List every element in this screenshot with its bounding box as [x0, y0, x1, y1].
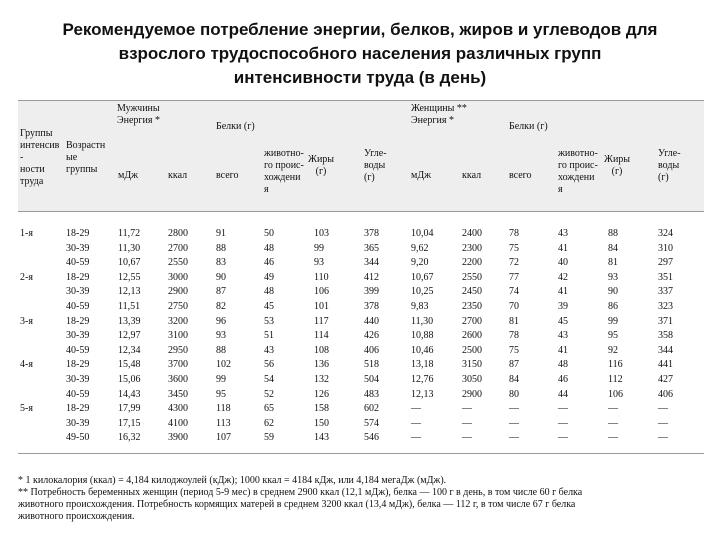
table-cell: 378 — [364, 301, 379, 312]
table-cell: 72 — [509, 257, 519, 269]
table-cell: 50 — [264, 228, 274, 239]
table-cell: 2750 — [168, 301, 188, 312]
table-cell: 53 — [264, 315, 274, 327]
table-cell: 323 — [658, 301, 673, 312]
table-cell: 10,25 — [411, 286, 434, 298]
table-cell: 74 — [509, 286, 519, 298]
table-cell: 88 — [216, 242, 226, 254]
table-cell: 4300 — [168, 403, 188, 415]
table-cell: 99 — [314, 242, 324, 254]
table-cell: 81 — [608, 257, 618, 269]
table-cell: — — [608, 417, 618, 429]
table-cell: — — [462, 417, 472, 429]
table-cell: 41 — [558, 242, 568, 254]
table-cell: 95 — [608, 330, 618, 342]
table-cell: 3100 — [168, 330, 188, 342]
table-cell: 78 — [509, 228, 519, 239]
table-cell: 17,99 — [118, 403, 141, 415]
header-women-energy: Энергия * — [411, 115, 454, 126]
header-animal-men-4: я — [264, 184, 269, 195]
table-bottom-rule — [18, 453, 704, 454]
table-cell: 101 — [314, 301, 329, 312]
table-cell: — — [509, 403, 519, 415]
table-cell: 114 — [314, 330, 329, 342]
header-kcal-women: ккал — [462, 170, 482, 181]
table-cell: 132 — [314, 374, 329, 385]
table-cell: 40-59 — [66, 344, 90, 356]
table-cell: 48 — [264, 242, 274, 254]
table-cell: — — [411, 403, 421, 415]
table-cell: 77 — [509, 271, 519, 283]
table-cell: 406 — [364, 344, 379, 356]
table-cell: 126 — [314, 388, 329, 400]
group-label-cell: 3-я — [20, 315, 33, 327]
header-carbs-women-3: (г) — [658, 172, 669, 183]
header-group-5: труда — [20, 176, 44, 187]
table-cell: 116 — [608, 359, 623, 371]
table-cell: 83 — [216, 257, 226, 269]
table-cell: — — [558, 432, 568, 444]
table-cell: 441 — [658, 359, 673, 371]
table-cell: 9,62 — [411, 242, 429, 254]
table-cell: — — [462, 432, 472, 444]
table-cell: 371 — [658, 315, 673, 327]
table-cell: 106 — [608, 388, 623, 400]
table-cell: 378 — [364, 228, 379, 239]
table-cell: 2900 — [462, 388, 482, 400]
table-cell: 13,39 — [118, 315, 141, 327]
table-cell: — — [411, 432, 421, 444]
table-cell: — — [509, 432, 519, 444]
header-total-men: всего — [216, 170, 239, 181]
header-carbs-men-1: Угле- — [364, 148, 387, 159]
table-cell: 2550 — [462, 271, 482, 283]
table-cell: 99 — [608, 315, 618, 327]
table-cell: 93 — [608, 271, 618, 283]
table-cell: 42 — [558, 271, 568, 283]
table-cell: 3900 — [168, 432, 188, 444]
table-cell: 2950 — [168, 344, 188, 356]
table-cell: 40-59 — [66, 388, 90, 400]
header-mj-women: мДж — [411, 170, 432, 181]
table-cell: 107 — [216, 432, 231, 444]
table-cell: 106 — [314, 286, 329, 298]
table-cell: 136 — [314, 359, 329, 371]
table-cell: 3000 — [168, 271, 188, 283]
table-cell: 11,30 — [118, 242, 141, 254]
table-cell: 2400 — [462, 228, 482, 239]
table-cell: 3450 — [168, 388, 188, 400]
table-cell: 10,46 — [411, 344, 434, 356]
table-cell: 30-39 — [66, 242, 90, 254]
table-cell: 99 — [216, 374, 226, 385]
table-cell: 504 — [364, 374, 379, 385]
header-animal-women-2: го проис- — [558, 160, 598, 171]
header-carbs-women-1: Угле- — [658, 148, 681, 159]
table-cell: 12,97 — [118, 330, 141, 342]
header-age-3: группы — [66, 164, 98, 175]
header-men-energy: Энергия * — [117, 115, 160, 126]
table-cell: 30-39 — [66, 330, 90, 342]
table-cell: — — [509, 417, 519, 429]
table-cell: 56 — [264, 359, 274, 371]
table-cell: 3700 — [168, 359, 188, 371]
table-cell: 46 — [264, 257, 274, 269]
table-cell: — — [411, 417, 421, 429]
table-cell: 96 — [216, 315, 226, 327]
table-cell: 10,67 — [411, 271, 434, 283]
table-cell: 91 — [216, 228, 226, 239]
table-cell: 2300 — [462, 242, 482, 254]
table-cell: 113 — [216, 417, 231, 429]
table-cell: 12,13 — [118, 286, 141, 298]
table-cell: 12,76 — [411, 374, 434, 385]
table-cell: 13,18 — [411, 359, 434, 371]
table-cell: 16,32 — [118, 432, 141, 444]
table-cell: 90 — [608, 286, 618, 298]
header-kcal-men: ккал — [168, 170, 188, 181]
table-cell: — — [462, 403, 472, 415]
table-cell: 427 — [658, 374, 673, 385]
table-cell: 440 — [364, 315, 379, 327]
group-label-cell: 2-я — [20, 271, 33, 283]
header-animal-men-2: го проис- — [264, 160, 304, 171]
table-cell: 39 — [558, 301, 568, 312]
table-cell: 2550 — [168, 257, 188, 269]
table-cell: 59 — [264, 432, 274, 444]
table-cell: 2450 — [462, 286, 482, 298]
table-cell: 92 — [608, 344, 618, 356]
table-cell: 412 — [364, 271, 379, 283]
table-cell: 103 — [314, 228, 329, 239]
table-cell: 11,72 — [118, 228, 141, 239]
table-cell: 62 — [264, 417, 274, 429]
table-cell: 2350 — [462, 301, 482, 312]
table-cell: 358 — [658, 330, 673, 342]
header-carbs-women-2: воды — [658, 160, 680, 171]
table-cell: 399 — [364, 286, 379, 298]
table-cell: 49 — [264, 271, 274, 283]
footnote-2: ** Потребность беременных женщин (период 5-9 мес) в среднем 2900 ккал (12,1 мДж), белка — 100 г в день, в том числе 60 г белка — [18, 487, 583, 498]
table-cell: — — [608, 432, 618, 444]
header-fats-women: Жиры — [603, 154, 631, 165]
header-group-4: ности — [20, 164, 45, 175]
table-cell: 40 — [558, 257, 568, 269]
table-cell: 44 — [558, 388, 568, 400]
header-age-1: Возрастн — [66, 140, 106, 151]
table-cell: 15,48 — [118, 359, 141, 371]
group-label-cell: 1-я — [20, 228, 33, 239]
table-cell: 30-39 — [66, 417, 90, 429]
table-cell: 48 — [558, 359, 568, 371]
table-cell: 40-59 — [66, 257, 90, 269]
table-cell: 52 — [264, 388, 274, 400]
table-cell: 18-29 — [66, 359, 90, 371]
table-cell: 112 — [608, 374, 623, 385]
table-cell: 310 — [658, 242, 673, 254]
header-animal-women-1: животно- — [558, 148, 598, 159]
header-group-2: интенсив — [20, 140, 60, 151]
table-cell: 483 — [364, 388, 379, 400]
footnote-3: животного происхождения. Потребность кормящих матерей в среднем 3200 ккал (13,4 мДж), белка — 112 г, в том числе 67 г белка — [18, 499, 576, 510]
table-cell: 9,83 — [411, 301, 429, 312]
table-cell: 574 — [364, 417, 379, 429]
header-proteins-women: Белки (г) — [509, 121, 548, 132]
table-cell: 2900 — [168, 286, 188, 298]
table-cell: 602 — [364, 403, 379, 415]
table-cell: 426 — [364, 330, 379, 342]
header-group-3: - — [20, 152, 24, 163]
table-cell: 337 — [658, 286, 673, 298]
table-cell: 93 — [216, 330, 226, 342]
table-cell: 2700 — [462, 315, 482, 327]
table-cell: 14,43 — [118, 388, 141, 400]
table-cell: 118 — [216, 403, 231, 415]
header-women: Женщины ** — [411, 103, 467, 114]
header-proteins-men: Белки (г) — [216, 121, 255, 132]
title-line-1: Рекомендуемое потребление энергии, белков, жиров и углеводов для — [62, 20, 658, 39]
group-label-cell: 5-я — [20, 403, 33, 415]
table-cell: 11,30 — [411, 315, 434, 327]
table-cell: 54 — [264, 374, 274, 385]
table-cell: 41 — [558, 286, 568, 298]
table-cell: 3050 — [462, 374, 482, 385]
header-animal-women-4: я — [558, 184, 563, 195]
table-cell: 150 — [314, 417, 329, 429]
title-line-2: взрослого трудоспособного населения различных групп — [118, 44, 602, 63]
table-cell: 2800 — [168, 228, 188, 239]
table-cell: 30-39 — [66, 286, 90, 298]
table-cell: 344 — [658, 344, 673, 356]
table-cell: 10,04 — [411, 228, 434, 239]
table-cell: 3200 — [168, 315, 188, 327]
table-cell: 12,34 — [118, 344, 141, 356]
table-cell: 3600 — [168, 374, 188, 385]
table-cell: 30-39 — [66, 374, 90, 385]
table-cell: 40-59 — [66, 301, 90, 312]
table-cell: — — [558, 417, 568, 429]
group-label-cell: 4-я — [20, 359, 33, 371]
header-men: Мужчины — [117, 103, 160, 114]
table-cell: 546 — [364, 432, 379, 444]
table-cell: 17,15 — [118, 417, 141, 429]
header-total-women: всего — [509, 170, 532, 181]
table-cell: 324 — [658, 228, 673, 239]
table-cell: 110 — [314, 271, 329, 283]
table-cell: 2200 — [462, 257, 482, 269]
header-animal-men-1: животно- — [264, 148, 304, 159]
header-age-2: ые — [66, 152, 78, 163]
table-cell: 87 — [216, 286, 226, 298]
header-animal-women-3: хождени — [558, 172, 595, 183]
table-cell: 75 — [509, 344, 519, 356]
table-cell: 297 — [658, 257, 673, 269]
table-cell: 12,13 — [411, 388, 434, 400]
table-cell: 84 — [608, 242, 618, 254]
table-cell: 88 — [216, 344, 226, 356]
table-cell: 117 — [314, 315, 329, 327]
table-cell: 43 — [264, 344, 274, 356]
table-cell: 10,88 — [411, 330, 434, 342]
table-cell: 351 — [658, 271, 673, 283]
table-cell: 344 — [364, 257, 379, 269]
table-cell: 15,06 — [118, 374, 141, 385]
table-cell: 18-29 — [66, 403, 90, 415]
header-animal-men-3: хождени — [264, 172, 301, 183]
table-cell: 11,51 — [118, 301, 141, 312]
table-cell: 93 — [314, 257, 324, 269]
footnote-4: животного происхождения. — [18, 511, 135, 522]
table-cell: 2500 — [462, 344, 482, 356]
table-cell: 108 — [314, 344, 329, 356]
title-line-3: интенсивности труда (в день) — [233, 68, 487, 87]
header-mj-men: мДж — [118, 170, 139, 181]
footnotes — [18, 475, 704, 523]
header-group-1: Группы — [20, 128, 53, 139]
table-cell: 70 — [509, 301, 519, 312]
header-fats-women-unit: (г) — [611, 166, 623, 177]
header-carbs-men-2: воды — [364, 160, 386, 171]
table-cell: 158 — [314, 403, 329, 415]
table-cell: — — [658, 403, 668, 415]
table-cell: 48 — [264, 286, 274, 298]
table-cell: 10,67 — [118, 257, 141, 269]
table-cell: 143 — [314, 432, 329, 444]
table-cell: 9,20 — [411, 257, 429, 269]
table-cell: — — [658, 432, 668, 444]
table-cell: 4100 — [168, 417, 188, 429]
table-cell: 2700 — [168, 242, 188, 254]
table-cell: 80 — [509, 388, 519, 400]
table-cell: — — [558, 403, 568, 415]
table-cell: 2600 — [462, 330, 482, 342]
table-cell: 65 — [264, 403, 274, 415]
table-cell: 365 — [364, 242, 379, 254]
table-cell: 3150 — [462, 359, 482, 371]
table-cell: 88 — [608, 228, 618, 239]
table-cell: 406 — [658, 388, 673, 400]
table-cell: 82 — [216, 301, 226, 312]
table-cell: 43 — [558, 330, 568, 342]
table-cell: 45 — [558, 315, 568, 327]
table-cell: 102 — [216, 359, 231, 371]
table-cell: 45 — [264, 301, 274, 312]
table-cell: 18-29 — [66, 228, 90, 239]
table-cell: 86 — [608, 301, 618, 312]
table-cell: 51 — [264, 330, 274, 342]
table-cell: 46 — [558, 374, 568, 385]
table-cell: 78 — [509, 330, 519, 342]
table-cell: 18-29 — [66, 315, 90, 327]
table-cell: 84 — [509, 374, 519, 385]
table-cell: 90 — [216, 271, 226, 283]
table-cell: 75 — [509, 242, 519, 254]
table-cell: 12,55 — [118, 271, 141, 283]
table-cell: 518 — [364, 359, 379, 371]
table-cell: — — [658, 417, 668, 429]
header-fats-men: Жиры — [307, 154, 335, 165]
table-cell: 43 — [558, 228, 568, 239]
footnote-1: * 1 килокалория (ккал) = 4,184 килоджоулей (кДж); 1000 ккал = 4184 кДж, или 4,184 мегаДж (мДж). — [18, 475, 447, 486]
table-cell: 18-29 — [66, 271, 90, 283]
header-carbs-men-3: (г) — [364, 172, 375, 183]
table-cell: 81 — [509, 315, 519, 327]
table-cell: 95 — [216, 388, 226, 400]
table-cell: 87 — [509, 359, 519, 371]
table-cell: 49-50 — [66, 432, 90, 444]
table-cell: — — [608, 403, 618, 415]
header-fats-men-unit: (г) — [315, 166, 327, 177]
table-cell: 41 — [558, 344, 568, 356]
